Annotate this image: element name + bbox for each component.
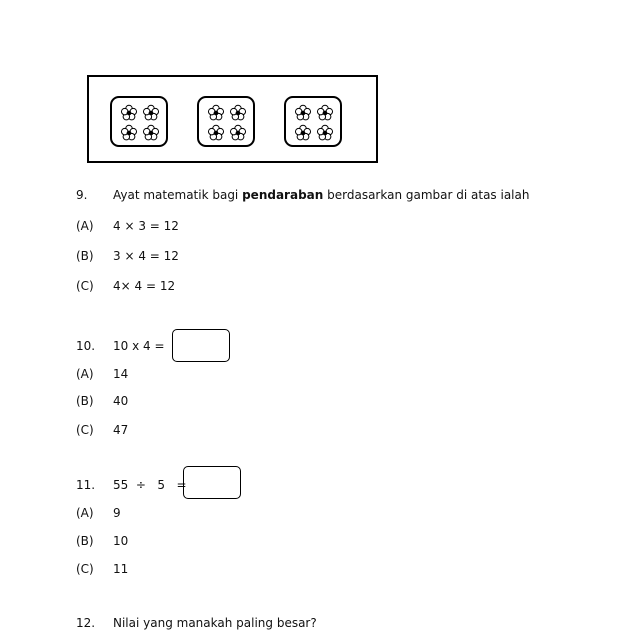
flower-icon: [120, 124, 138, 142]
option-text: 40: [113, 394, 129, 408]
multiplication-picture: [87, 75, 378, 163]
answer-box[interactable]: [183, 466, 241, 499]
option-text: 4 × 3 = 12: [113, 219, 179, 233]
option-label: (C): [76, 562, 94, 576]
option-text: 10: [113, 534, 129, 548]
option-text: 9: [113, 506, 121, 520]
option-label: (A): [76, 219, 94, 233]
option-label: (C): [76, 423, 94, 437]
question-number: 10.: [76, 339, 96, 353]
flower-icon: [142, 124, 160, 142]
option-label: (A): [76, 506, 94, 520]
option-text: 47: [113, 423, 129, 437]
option-label: (B): [76, 249, 94, 263]
flower-icon: [316, 104, 334, 122]
option-text: 4× 4 = 12: [113, 279, 176, 293]
flower-icon: [294, 124, 312, 142]
option-label: (A): [76, 367, 94, 381]
flower-icon: [294, 104, 312, 122]
answer-box[interactable]: [172, 329, 230, 362]
question-number: 11.: [76, 478, 96, 492]
option-text: 11: [113, 562, 129, 576]
flower-icon: [207, 124, 225, 142]
flower-icon: [316, 124, 334, 142]
question-text: 55 ÷ 5 =: [113, 478, 187, 492]
option-label: (C): [76, 279, 94, 293]
flower-icon: [207, 104, 225, 122]
flower-icon: [229, 104, 247, 122]
flower-group-2: [197, 96, 255, 147]
flower-icon: [229, 124, 247, 142]
question-number: 9.: [76, 188, 88, 202]
bold-keyword: pendaraban: [242, 188, 324, 202]
option-text: 3 × 4 = 12: [113, 249, 179, 263]
option-text: 14: [113, 367, 129, 381]
option-label: (B): [76, 394, 94, 408]
flower-group-1: [110, 96, 168, 147]
question-text: Nilai yang manakah paling besar?: [113, 616, 317, 630]
option-label: (B): [76, 534, 94, 548]
question-text: Ayat matematik bagi pendaraban berdasarkan gambar di atas ialah: [113, 188, 530, 202]
flower-icon: [120, 104, 138, 122]
question-text: 10 x 4 =: [113, 339, 165, 353]
flower-group-3: [284, 96, 342, 147]
flower-icon: [142, 104, 160, 122]
question-number: 12.: [76, 616, 96, 630]
